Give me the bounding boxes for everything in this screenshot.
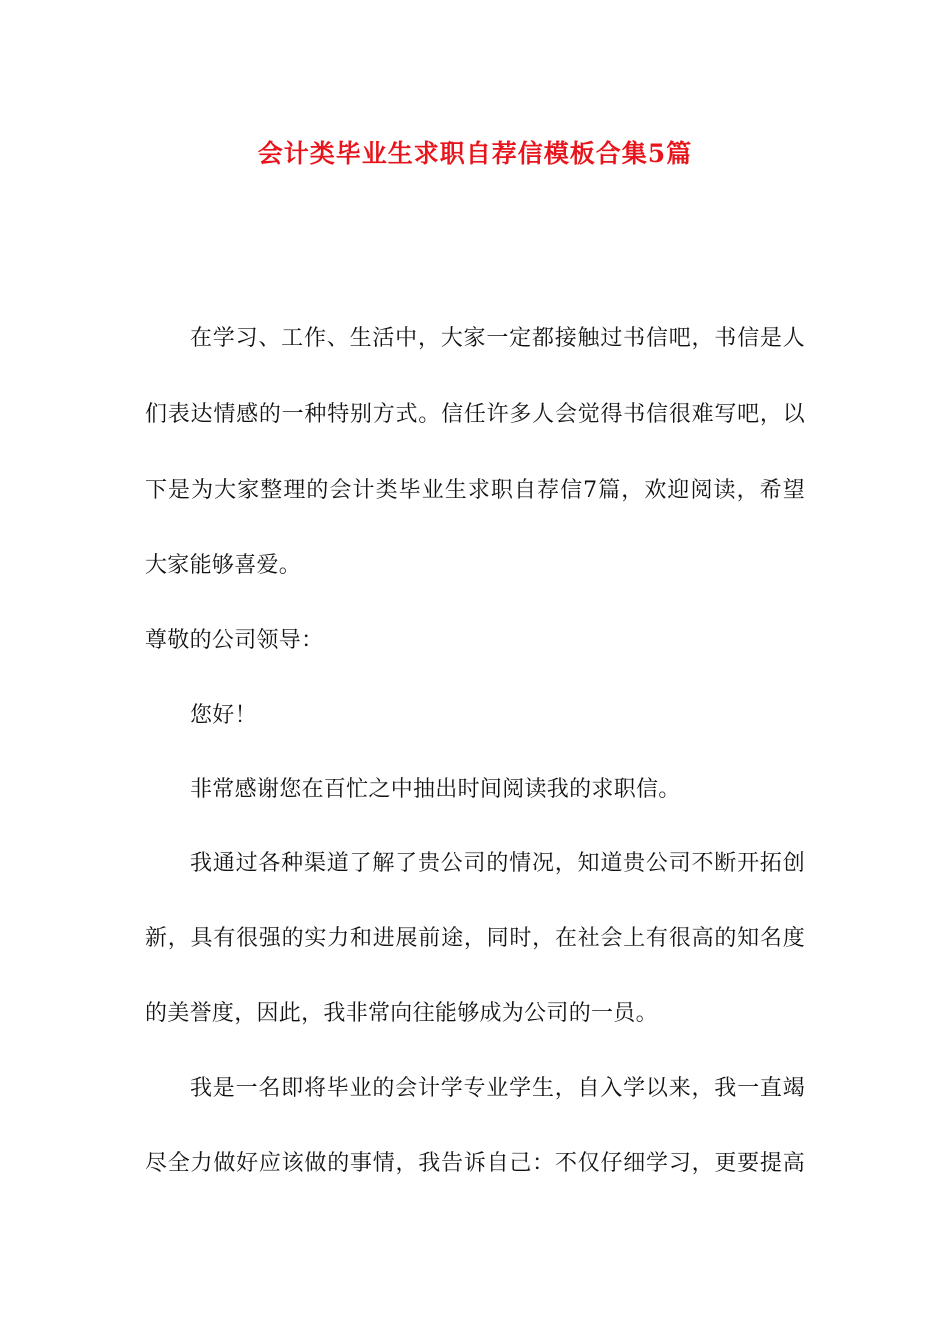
paragraph-3-line-1: 我是一名即将毕业的会计学专业学生，自入学以来，我一直竭 (190, 1076, 805, 1101)
intro-line-1: 在学习、工作、生活中，大家一定都接触过书信吧，书信是人 (190, 326, 805, 351)
thanks-line: 非常感谢您在百忙之中抽出时间阅读我的求职信。 (190, 777, 681, 802)
paragraph-2-line-3: 的美誉度，因此，我非常向往能够成为公司的一员。 (145, 1001, 658, 1026)
intro-line-3: 下是为大家整理的会计类毕业生求职自荐信7篇，欢迎阅读，希望 (145, 478, 805, 503)
document-title: 会计类毕业生求职自荐信模板合集5篇 (257, 139, 693, 168)
greeting: 您好！ (190, 703, 257, 728)
paragraph-2-line-2: 新，具有很强的实力和进展前途，同时，在社会上有很高的知名度 (145, 926, 805, 951)
paragraph-2-line-1: 我通过各种渠道了解了贵公司的情况，知道贵公司不断开拓创 (190, 851, 805, 876)
intro-line-4: 大家能够喜爱。 (145, 553, 302, 578)
intro-line-2: 们表达情感的一种特别方式。信任许多人会觉得书信很难写吧，以 (145, 402, 805, 427)
paragraph-3-line-2: 尽全力做好应该做的事情，我告诉自己：不仅仔细学习，更要提高 (145, 1151, 805, 1176)
salutation: 尊敬的公司领导： (145, 628, 324, 653)
